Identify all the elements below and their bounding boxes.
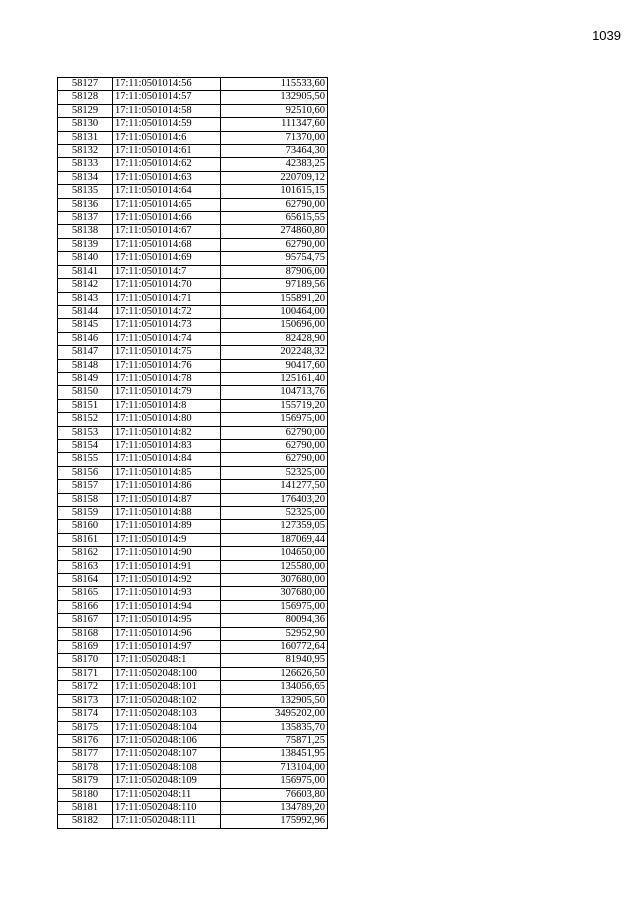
row-number-cell: 58141 [58, 265, 113, 278]
row-number-cell: 58159 [58, 507, 113, 520]
value-cell: 52325,00 [221, 466, 328, 479]
table-row [58, 198, 328, 211]
row-number-cell: 58180 [58, 788, 113, 801]
table-row [58, 600, 328, 613]
value-cell: 125580,00 [221, 560, 328, 573]
value-cell: 111347,60 [221, 118, 328, 131]
cadastral-number-cell: 17:11:0502048:101 [113, 681, 221, 694]
table-row [58, 721, 328, 734]
row-number-cell: 58171 [58, 667, 113, 680]
table-row [58, 654, 328, 667]
cadastral-number-cell: 17:11:0501014:62 [113, 158, 221, 171]
table-row [58, 708, 328, 721]
cadastral-number-cell: 17:11:0501014:97 [113, 641, 221, 654]
cadastral-number-cell: 17:11:0501014:96 [113, 627, 221, 640]
cadastral-number-cell: 17:11:0501014:95 [113, 614, 221, 627]
value-cell: 138451,95 [221, 748, 328, 761]
cadastral-number-cell: 17:11:0502048:109 [113, 775, 221, 788]
value-cell: 52325,00 [221, 507, 328, 520]
cadastral-number-cell: 17:11:0501014:75 [113, 346, 221, 359]
row-number-cell: 58173 [58, 694, 113, 707]
cadastral-number-cell: 17:11:0501014:8 [113, 399, 221, 412]
value-cell: 220709,12 [221, 171, 328, 184]
value-cell: 125161,40 [221, 372, 328, 385]
table-row [58, 761, 328, 774]
row-number-cell: 58150 [58, 386, 113, 399]
value-cell: 156975,00 [221, 775, 328, 788]
table-row [58, 493, 328, 506]
cadastral-number-cell: 17:11:0502048:11 [113, 788, 221, 801]
cadastral-number-cell: 17:11:0502048:100 [113, 667, 221, 680]
cadastral-number-cell: 17:11:0501014:79 [113, 386, 221, 399]
table-row [58, 533, 328, 546]
value-cell: 175992,96 [221, 815, 328, 828]
row-number-cell: 58132 [58, 145, 113, 158]
value-cell: 104713,76 [221, 386, 328, 399]
row-number-cell: 58145 [58, 319, 113, 332]
cadastral-number-cell: 17:11:0502048:107 [113, 748, 221, 761]
value-cell: 62790,00 [221, 198, 328, 211]
table-row [58, 801, 328, 814]
cadastral-number-cell: 17:11:0502048:111 [113, 815, 221, 828]
cadastral-number-cell: 17:11:0501014:72 [113, 305, 221, 318]
value-cell: 135835,70 [221, 721, 328, 734]
cadastral-number-cell: 17:11:0501014:85 [113, 466, 221, 479]
table-row [58, 413, 328, 426]
cadastral-number-cell: 17:11:0501014:64 [113, 185, 221, 198]
value-cell: 150696,00 [221, 319, 328, 332]
table-row [58, 359, 328, 372]
table-row [58, 346, 328, 359]
table-row [58, 560, 328, 573]
table-row [58, 145, 328, 158]
value-cell: 62790,00 [221, 238, 328, 251]
cadastral-number-cell: 17:11:0501014:80 [113, 413, 221, 426]
cadastral-number-cell: 17:11:0501014:83 [113, 439, 221, 452]
table-row [58, 681, 328, 694]
row-number-cell: 58135 [58, 185, 113, 198]
row-number-cell: 58143 [58, 292, 113, 305]
table-row [58, 426, 328, 439]
row-number-cell: 58163 [58, 560, 113, 573]
cadastral-number-cell: 17:11:0501014:6 [113, 131, 221, 144]
value-cell: 100464,00 [221, 305, 328, 318]
cadastral-number-cell: 17:11:0501014:59 [113, 118, 221, 131]
cadastral-number-cell: 17:11:0501014:56 [113, 78, 221, 91]
value-cell: 155891,20 [221, 292, 328, 305]
row-number-cell: 58153 [58, 426, 113, 439]
row-number-cell: 58142 [58, 279, 113, 292]
value-cell: 132905,50 [221, 694, 328, 707]
value-cell: 156975,00 [221, 413, 328, 426]
value-cell: 307680,00 [221, 587, 328, 600]
cadastral-number-cell: 17:11:0501014:94 [113, 600, 221, 613]
table-row [58, 399, 328, 412]
value-cell: 75871,25 [221, 734, 328, 747]
cadastral-number-cell: 17:11:0501014:89 [113, 520, 221, 533]
cadastral-number-cell: 17:11:0501014:93 [113, 587, 221, 600]
table-row [58, 292, 328, 305]
row-number-cell: 58136 [58, 198, 113, 211]
value-cell: 42383,25 [221, 158, 328, 171]
row-number-cell: 58137 [58, 212, 113, 225]
table-row [58, 734, 328, 747]
row-number-cell: 58177 [58, 748, 113, 761]
cadastral-number-cell: 17:11:0501014:78 [113, 372, 221, 385]
cadastral-number-cell: 17:11:0501014:87 [113, 493, 221, 506]
value-cell: 274860,80 [221, 225, 328, 238]
row-number-cell: 58131 [58, 131, 113, 144]
table-row [58, 158, 328, 171]
row-number-cell: 58182 [58, 815, 113, 828]
cadastral-number-cell: 17:11:0501014:67 [113, 225, 221, 238]
cadastral-number-cell: 17:11:0502048:103 [113, 708, 221, 721]
row-number-cell: 58158 [58, 493, 113, 506]
cadastral-number-cell: 17:11:0501014:69 [113, 252, 221, 265]
cadastral-number-cell: 17:11:0501014:57 [113, 91, 221, 104]
value-cell: 97189,56 [221, 279, 328, 292]
table-row [58, 547, 328, 560]
row-number-cell: 58134 [58, 171, 113, 184]
table-row [58, 252, 328, 265]
value-cell: 81940,95 [221, 654, 328, 667]
table-row [58, 574, 328, 587]
row-number-cell: 58151 [58, 399, 113, 412]
table-row [58, 614, 328, 627]
row-number-cell: 58174 [58, 708, 113, 721]
value-cell: 62790,00 [221, 426, 328, 439]
cadastral-number-cell: 17:11:0501014:61 [113, 145, 221, 158]
value-cell: 156975,00 [221, 600, 328, 613]
row-number-cell: 58179 [58, 775, 113, 788]
row-number-cell: 58149 [58, 372, 113, 385]
value-cell: 52952,90 [221, 627, 328, 640]
value-cell: 160772,64 [221, 641, 328, 654]
table-body [58, 78, 328, 829]
cadastral-number-cell: 17:11:0501014:68 [113, 238, 221, 251]
table-row [58, 91, 328, 104]
cadastral-number-cell: 17:11:0502048:1 [113, 654, 221, 667]
table-row [58, 748, 328, 761]
table-row [58, 305, 328, 318]
value-cell: 202248,32 [221, 346, 328, 359]
value-cell: 90417,60 [221, 359, 328, 372]
row-number-cell: 58166 [58, 600, 113, 613]
table-row [58, 788, 328, 801]
row-number-cell: 58168 [58, 627, 113, 640]
cadastral-number-cell: 17:11:0502048:110 [113, 801, 221, 814]
table-row [58, 694, 328, 707]
row-number-cell: 58156 [58, 466, 113, 479]
cadastral-number-cell: 17:11:0502048:106 [113, 734, 221, 747]
cadastral-number-cell: 17:11:0501014:82 [113, 426, 221, 439]
value-cell: 713104,00 [221, 761, 328, 774]
page-number: 1039 [592, 28, 621, 43]
cadastral-number-cell: 17:11:0501014:74 [113, 332, 221, 345]
table-row [58, 279, 328, 292]
value-cell: 95754,75 [221, 252, 328, 265]
cadastral-number-cell: 17:11:0501014:91 [113, 560, 221, 573]
row-number-cell: 58148 [58, 359, 113, 372]
row-number-cell: 58175 [58, 721, 113, 734]
table-row [58, 507, 328, 520]
value-cell: 155719,20 [221, 399, 328, 412]
row-number-cell: 58164 [58, 574, 113, 587]
row-number-cell: 58128 [58, 91, 113, 104]
value-cell: 115533,60 [221, 78, 328, 91]
value-cell: 3495202,00 [221, 708, 328, 721]
cadastral-number-cell: 17:11:0501014:65 [113, 198, 221, 211]
value-cell: 101615,15 [221, 185, 328, 198]
row-number-cell: 58155 [58, 453, 113, 466]
value-cell: 62790,00 [221, 453, 328, 466]
value-cell: 80094,36 [221, 614, 328, 627]
row-number-cell: 58172 [58, 681, 113, 694]
value-cell: 82428,90 [221, 332, 328, 345]
row-number-cell: 58154 [58, 439, 113, 452]
table-row [58, 332, 328, 345]
row-number-cell: 58130 [58, 118, 113, 131]
cadastral-number-cell: 17:11:0501014:90 [113, 547, 221, 560]
value-cell: 92510,60 [221, 104, 328, 117]
cadastral-number-cell: 17:11:0501014:58 [113, 104, 221, 117]
row-number-cell: 58167 [58, 614, 113, 627]
row-number-cell: 58146 [58, 332, 113, 345]
value-cell: 73464,30 [221, 145, 328, 158]
cadastral-number-cell: 17:11:0501014:73 [113, 319, 221, 332]
table-row [58, 453, 328, 466]
table-row [58, 225, 328, 238]
table-row [58, 815, 328, 828]
table-row [58, 587, 328, 600]
value-cell: 87906,00 [221, 265, 328, 278]
value-cell: 134056,65 [221, 681, 328, 694]
cadastral-number-cell: 17:11:0501014:66 [113, 212, 221, 225]
row-number-cell: 58176 [58, 734, 113, 747]
cadastral-number-cell: 17:11:0501014:71 [113, 292, 221, 305]
table-row [58, 185, 328, 198]
value-cell: 104650,00 [221, 547, 328, 560]
row-number-cell: 58160 [58, 520, 113, 533]
row-number-cell: 58129 [58, 104, 113, 117]
row-number-cell: 58144 [58, 305, 113, 318]
table-row [58, 118, 328, 131]
table-row [58, 212, 328, 225]
cadastral-number-cell: 17:11:0501014:92 [113, 574, 221, 587]
row-number-cell: 58152 [58, 413, 113, 426]
value-cell: 62790,00 [221, 439, 328, 452]
table-row [58, 520, 328, 533]
table-row [58, 319, 328, 332]
row-number-cell: 58157 [58, 480, 113, 493]
cadastral-number-cell: 17:11:0501014:9 [113, 533, 221, 546]
row-number-cell: 58140 [58, 252, 113, 265]
table-row [58, 466, 328, 479]
table-row [58, 238, 328, 251]
table-row [58, 386, 328, 399]
value-cell: 307680,00 [221, 574, 328, 587]
row-number-cell: 58161 [58, 533, 113, 546]
cadastral-number-cell: 17:11:0501014:63 [113, 171, 221, 184]
table-row [58, 641, 328, 654]
row-number-cell: 58162 [58, 547, 113, 560]
cadastral-number-cell: 17:11:0501014:88 [113, 507, 221, 520]
row-number-cell: 58169 [58, 641, 113, 654]
data-table [57, 77, 328, 829]
value-cell: 176403,20 [221, 493, 328, 506]
value-cell: 134789,20 [221, 801, 328, 814]
cadastral-number-cell: 17:11:0501014:86 [113, 480, 221, 493]
table-row [58, 439, 328, 452]
cadastral-number-cell: 17:11:0502048:108 [113, 761, 221, 774]
value-cell: 76603,80 [221, 788, 328, 801]
value-cell: 127359,05 [221, 520, 328, 533]
cadastral-number-cell: 17:11:0501014:7 [113, 265, 221, 278]
row-number-cell: 58170 [58, 654, 113, 667]
row-number-cell: 58127 [58, 78, 113, 91]
row-number-cell: 58147 [58, 346, 113, 359]
cadastral-number-cell: 17:11:0502048:104 [113, 721, 221, 734]
row-number-cell: 58133 [58, 158, 113, 171]
cadastral-number-cell: 17:11:0501014:76 [113, 359, 221, 372]
value-cell: 187069,44 [221, 533, 328, 546]
table-row [58, 372, 328, 385]
table-row [58, 131, 328, 144]
cadastral-number-cell: 17:11:0501014:84 [113, 453, 221, 466]
table-row [58, 627, 328, 640]
cadastral-number-cell: 17:11:0502048:102 [113, 694, 221, 707]
value-cell: 132905,50 [221, 91, 328, 104]
table-row [58, 480, 328, 493]
row-number-cell: 58178 [58, 761, 113, 774]
value-cell: 126626,50 [221, 667, 328, 680]
row-number-cell: 58139 [58, 238, 113, 251]
table-row [58, 667, 328, 680]
table-row [58, 171, 328, 184]
value-cell: 65615,55 [221, 212, 328, 225]
value-cell: 141277,50 [221, 480, 328, 493]
table-row [58, 265, 328, 278]
cadastral-number-cell: 17:11:0501014:70 [113, 279, 221, 292]
value-cell: 71370,00 [221, 131, 328, 144]
row-number-cell: 58138 [58, 225, 113, 238]
table-row [58, 775, 328, 788]
row-number-cell: 58181 [58, 801, 113, 814]
row-number-cell: 58165 [58, 587, 113, 600]
table-row [58, 78, 328, 91]
table-row [58, 104, 328, 117]
